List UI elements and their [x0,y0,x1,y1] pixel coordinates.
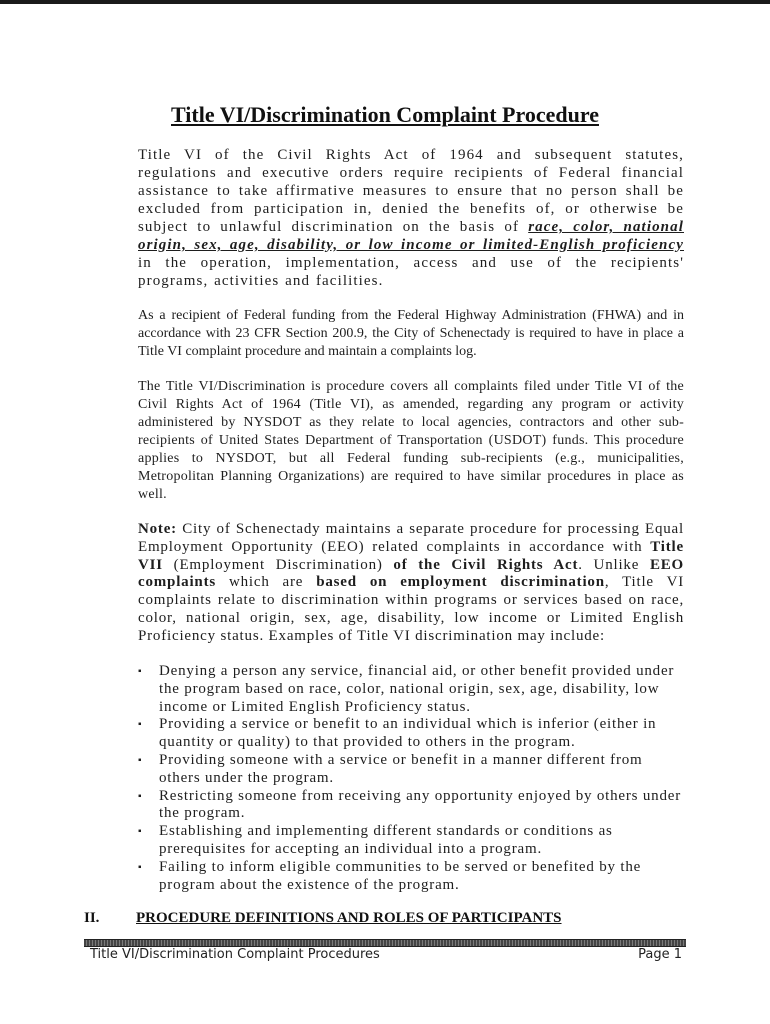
footer-divider [84,939,686,947]
intro-lead-text: Title VI of the Civil Rights Act of 1964 and subsequent statutes, regulations and executive orders require recipients of Federal financial assistance to take affirmative measures to ensure that no person shall be excluded from participation in, denied the benefits of, or otherwise be subject to unlawful discrimination on the basis of [138,147,684,235]
list-item: ▪ Providing a service or benefit to an individual which is inferior (either in quantity or quality) to that provided to others in the program. [138,716,684,752]
note-text-3: . Unlike [578,556,650,573]
note-text-1: City of Schenectady maintains a separate procedure for processing Equal Employment Opportunity (EEO) related complaints in accordance with [138,521,684,555]
list-item: ▪ Failing to inform eligible communities to be served or benefited by the program about the existence of the program. [138,859,684,895]
note-title-vii: Title VII [138,538,684,573]
note-text-5: , Title VI complaints relate to discrimination within programs or services based on race, color, national origin, sex, age, disability, low income or Limited English Proficiency status. Examples of Title VI discrimination may include: [138,574,684,644]
note-employment-discrimination: based on employment discrimination [316,574,605,591]
note-civil-rights-act: of the Civil Rights Act [393,556,579,573]
footer-title: Title VI/Discrimination Complaint Procedures [90,947,380,962]
section-title: PROCEDURE DEFINITIONS AND ROLES OF PARTICIPANTS [136,910,562,926]
page-number: Page 1 [638,947,682,962]
note-paragraph [138,521,684,646]
note-text-4: which are [216,574,317,591]
list-item: ▪ Denying a person any service, financial aid, or other benefit provided under the program based on race, color, national origin, sex, age, disability, low income or Limited English Proficiency status. [138,663,684,716]
intro-tail-text: in the operation, implementation, access and use of the recipients' programs, activities and facilities. [138,255,684,289]
list-item: ▪ Providing someone with a service or benefit in a manner different from others under the program. [138,752,684,788]
protected-classes-text: race, color, national origin, sex, age, disability, or low income or limited-English proficiency [138,219,684,253]
note-text-2: (Employment Discrimination) [162,556,394,573]
section-number: II. [84,910,100,926]
discrimination-examples-list [138,663,684,894]
scope-paragraph: The Title VI/Discrimination is procedure covers all complaints filed under Title VI of the Civil Rights Act of 1964 (Title VI), as amended, regarding any program or activity administered by NYSDOT as they relate to local agencies, contractors and other sub-recipients of United States Department of Transportation (USDOT) funds. This procedure applies to NYSDOT, but all Federal funding sub-recipients (e.g., municipalities, Metropolitan Planning Organizations) are required to have similar procedures in place as well. [138,379,684,502]
page-title: Title VI/Discrimination Complaint Procedure [171,102,599,127]
list-item: ▪ Establishing and implementing different standards or conditions as prerequisites for accepting an individual into a program. [138,823,684,859]
note-label: Note: [138,521,177,537]
intro-paragraph [138,146,684,290]
list-item: ▪ Restricting someone from receiving any opportunity enjoyed by others under the program. [138,788,684,824]
note-eeo-complaints: EEO complaints [138,556,685,591]
fhwa-paragraph: As a recipient of Federal funding from the Federal Highway Administration (FHWA) and in accordance with 23 CFR Section 200.9, the City of Schenectady is required to have in place a Title VI complaint procedure and maintain a complaints log. [138,308,684,359]
